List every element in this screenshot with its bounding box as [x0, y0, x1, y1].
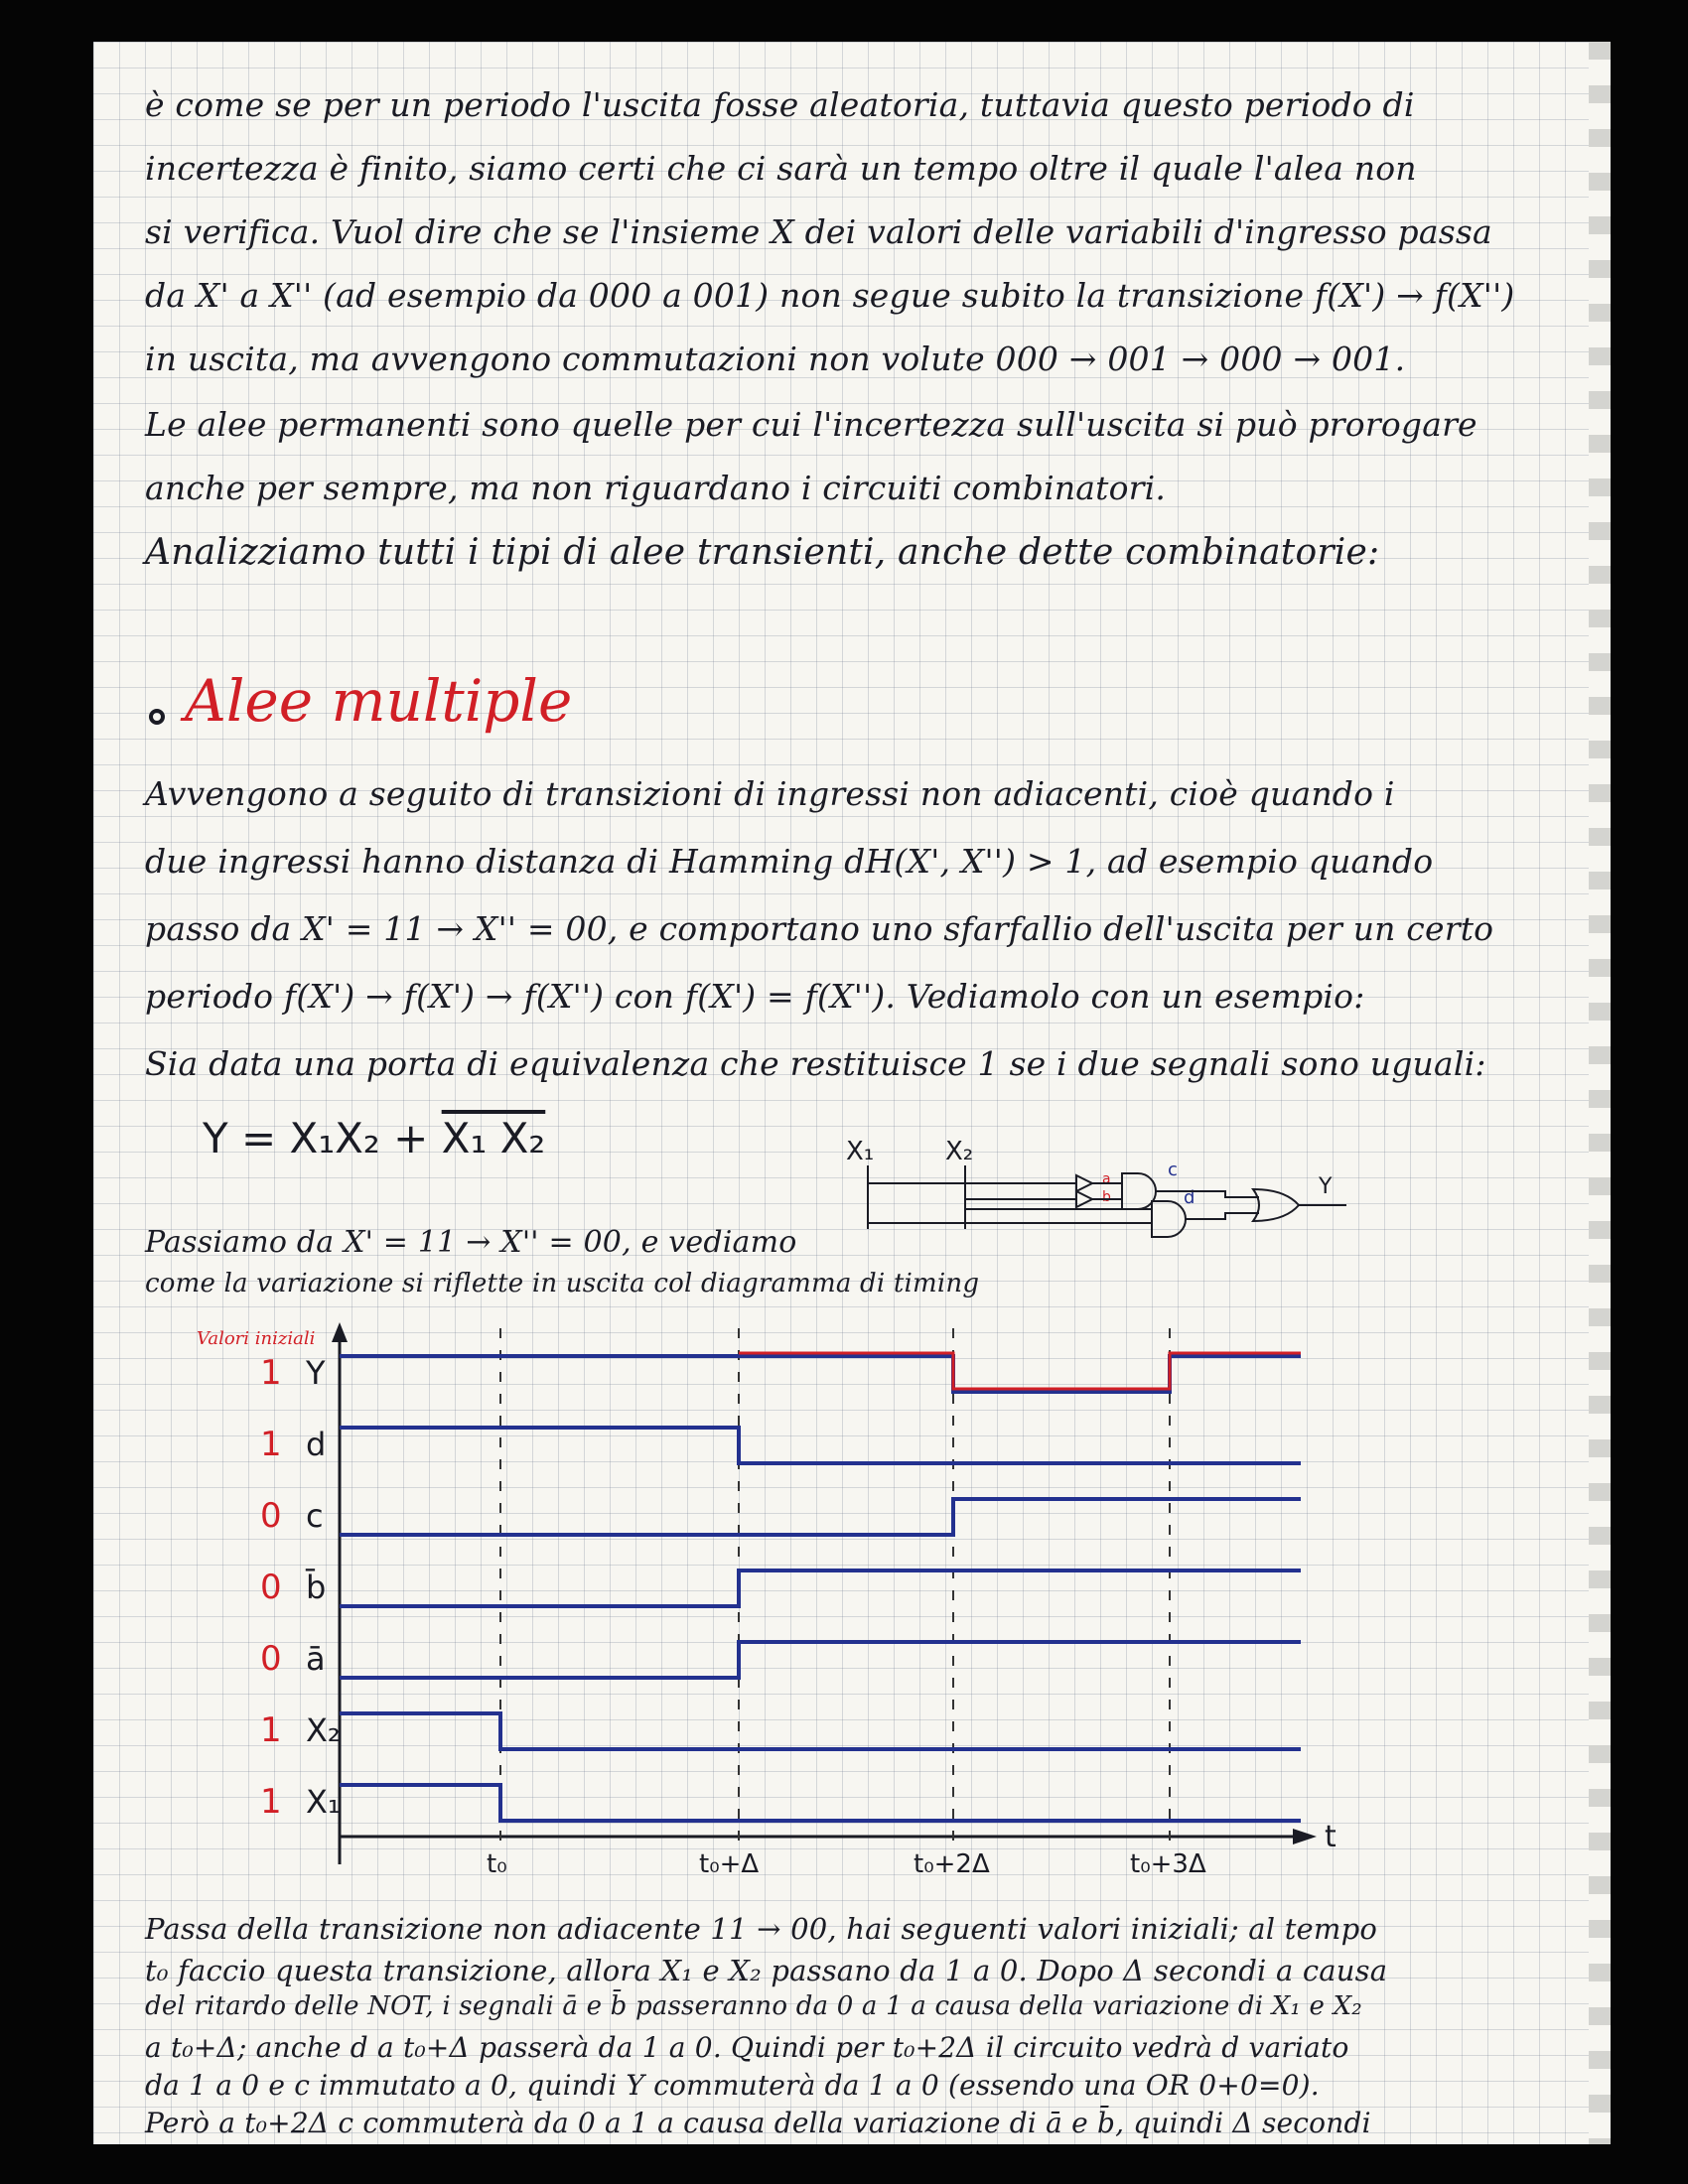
- section-heading: Alee multiple: [185, 667, 573, 735]
- text-line: Analizziamo tutti i tipi di alee transienti, anche dette combinatorie:: [145, 532, 1380, 573]
- not-gate-icon: [1076, 1191, 1092, 1207]
- text-line: da 1 a 0 e c immutato a 0, quindi Y commuterà da 1 a 0 (essendo una OR 0+0=0).: [145, 2069, 1320, 2102]
- text-line: anche per sempre, ma non riguardano i circuiti combinatori.: [145, 469, 1167, 507]
- text-line: in uscita, ma avvengono commutazioni non volute 000 → 001 → 000 → 001.: [145, 340, 1406, 378]
- signal-name: ā: [306, 1640, 326, 1678]
- circuit-input-label: X₂: [945, 1137, 974, 1166]
- text-line: a t₀+Δ; anche d a t₀+Δ passerà da 1 a 0. Quindi per t₀+2Δ il circuito vedrà d variato: [145, 2031, 1349, 2064]
- signal-name: X₂: [306, 1711, 341, 1749]
- gate-output-label: d: [1184, 1187, 1196, 1208]
- circuit-output-label: Y: [1319, 1174, 1333, 1199]
- gate-output-label: c: [1168, 1160, 1178, 1180]
- signal-name: b̄: [306, 1569, 327, 1606]
- text-line: t₀ faccio questa transizione, allora X₁ e X₂ passano da 1 a 0. Dopo Δ secondi a causa: [145, 1954, 1388, 1987]
- initial-value: 1: [260, 1782, 282, 1822]
- time-label: t₀+2Δ: [914, 1849, 990, 1879]
- signal-name: Y: [306, 1354, 326, 1392]
- waveform-signal: [340, 1785, 1301, 1821]
- signal-name: c: [306, 1497, 324, 1535]
- text-line: passo da X' = 11 → X'' = 00, e comportano uno sfarfallio dell'uscita per un certo: [145, 909, 1494, 948]
- waveform-signal: [340, 1499, 1301, 1535]
- circuit-input-label: X₁: [846, 1137, 875, 1166]
- initial-value: 1: [260, 1353, 282, 1393]
- initial-value: 0: [260, 1496, 282, 1536]
- and-gate-icon: [1122, 1173, 1156, 1209]
- circuit-diagram: [846, 1137, 1346, 1237]
- text-line: Avvengono a seguito di transizioni di ingressi non adiacenti, cioè quando i: [145, 774, 1395, 813]
- formula-negated-term: X₁ X₂: [441, 1114, 546, 1162]
- waveform-signal: [340, 1570, 1301, 1606]
- initial-value: 1: [260, 1425, 282, 1464]
- text-line: si verifica. Vuol dire che se l'insieme X dei valori delle variabili d'ingresso passa: [145, 212, 1492, 251]
- initial-value: 1: [260, 1710, 282, 1750]
- y-axis-arrow-icon: [332, 1322, 348, 1342]
- text-line: periodo f(X') → f(X') → f(X'') con f(X') = f(X''). Vediamolo con un esempio:: [145, 977, 1365, 1016]
- text-line: Però a t₀+2Δ c commuterà da 0 a 1 a causa della variazione di ā e b̄, quindi Δ secondi: [145, 2107, 1371, 2139]
- waveform-signal: [340, 1428, 1301, 1463]
- caption-line: Passiamo da X' = 11 → X'' = 00, e vediamo: [145, 1225, 797, 1260]
- text-line: due ingressi hanno distanza di Hamming dH(X', X'') > 1, ad esempio quando: [145, 842, 1434, 881]
- or-gate-icon: [1253, 1189, 1299, 1221]
- formula-lhs: Y = X₁X₂ +: [203, 1114, 442, 1162]
- waveform-y: [340, 1356, 1301, 1392]
- text-line: Sia data una porta di equivalenza che restituisce 1 se i due segnali sono uguali:: [145, 1044, 1486, 1083]
- initial-value: 0: [260, 1639, 282, 1679]
- not-output-label: a: [1102, 1171, 1111, 1187]
- initial-values-title: Valori iniziali: [197, 1328, 316, 1349]
- wire: [1156, 1191, 1259, 1197]
- and-gate-icon: [1152, 1201, 1186, 1237]
- text-line: è come se per un periodo l'uscita fosse aleatoria, tuttavia questo periodo di: [145, 85, 1415, 124]
- timing-diagram: [197, 1322, 1336, 1879]
- initial-value: 0: [260, 1568, 282, 1607]
- not-output-label: b: [1102, 1189, 1111, 1205]
- output-hazard-highlight: [739, 1353, 1301, 1389]
- time-label: t₀+Δ: [699, 1849, 760, 1879]
- text-line: incertezza è finito, siamo certi che ci sarà un tempo oltre il quale l'alea non: [145, 149, 1417, 188]
- waveform-signal: [340, 1713, 1301, 1749]
- time-axis-label: t: [1325, 1820, 1336, 1854]
- caption-line: come la variazione si riflette in uscita col diagramma di timing: [145, 1269, 980, 1298]
- time-label: t₀+3Δ: [1130, 1849, 1206, 1879]
- wire: [1186, 1213, 1259, 1219]
- time-label: t₀: [487, 1849, 507, 1879]
- text-line: Passa della transizione non adiacente 11 → 00, hai seguenti valori iniziali; al tempo: [145, 1912, 1378, 1946]
- text-line: da X' a X'' (ad esempio da 000 a 001) non segue subito la transizione f(X') → f(X''): [145, 276, 1515, 315]
- signal-name: d: [306, 1426, 327, 1463]
- signal-name: X₁: [306, 1783, 341, 1821]
- notebook-page: [93, 42, 1611, 2144]
- waveform-signal: [340, 1642, 1301, 1678]
- not-gate-icon: [1076, 1175, 1092, 1191]
- diagrams: [93, 42, 1611, 2144]
- text-line: del ritardo delle NOT, i segnali ā e b̄ passeranno da 0 a 1 a causa della variazione di X₁ e X₂: [145, 1991, 1362, 2021]
- text-line: Le alee permanenti sono quelle per cui l'incertezza sull'uscita si può prorogare: [145, 405, 1477, 444]
- x-axis-arrow-icon: [1293, 1829, 1317, 1844]
